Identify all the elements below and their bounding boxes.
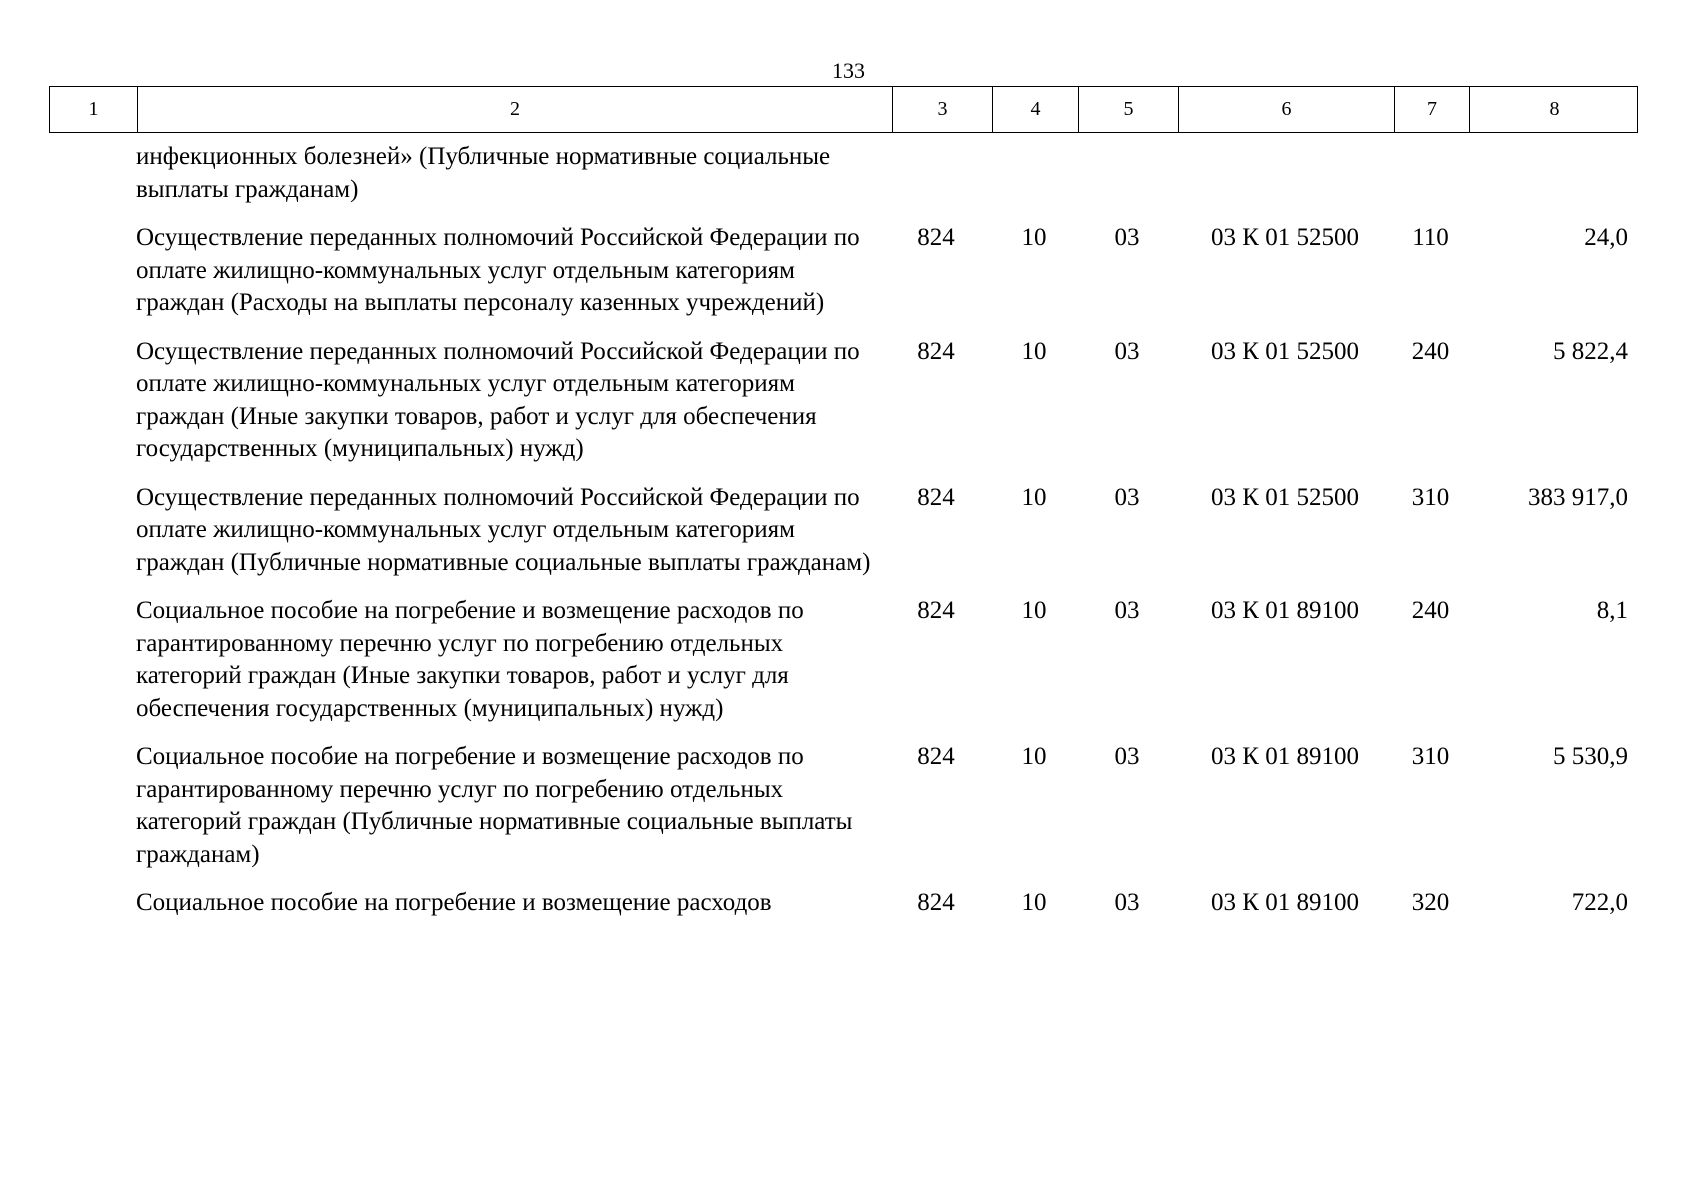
row-col-3: 824 bbox=[917, 597, 955, 624]
row-col-6: 03 К 01 89100 bbox=[1211, 743, 1359, 770]
row-description: Социальное пособие на погребение и возмещение расходов по гарантированному перечню услуг по погребению отдельных категорий граждан (Публичные нормативные социальные выплаты гражданам) bbox=[136, 743, 853, 868]
row-col-4: 10 bbox=[1021, 743, 1047, 770]
table-row bbox=[49, 595, 1638, 725]
row-col-6 bbox=[1177, 141, 1393, 206]
row-col-8 bbox=[1468, 141, 1638, 206]
row-col-3: 824 bbox=[917, 337, 955, 365]
row-description: инфекционных болезней» (Публичные нормативные социальные выплаты гражданам) bbox=[136, 143, 831, 203]
table-row bbox=[49, 336, 1638, 466]
row-col-3: 824 bbox=[917, 889, 955, 916]
column-header-8: 8 bbox=[1469, 87, 1639, 132]
page-number: 133 bbox=[832, 58, 865, 83]
row-description: Социальное пособие на погребение и возмещение расходов bbox=[136, 889, 772, 916]
row-col-5: 03 bbox=[1114, 597, 1140, 624]
column-header-7: 7 bbox=[1394, 87, 1469, 132]
column-header-5: 5 bbox=[1078, 87, 1178, 132]
row-col-7: 310 bbox=[1411, 743, 1450, 770]
row-col-4 bbox=[991, 141, 1077, 206]
row-col-5 bbox=[1077, 141, 1177, 206]
table-row bbox=[49, 741, 1638, 871]
table-row bbox=[49, 222, 1638, 320]
row-col-8: 5 530,9 bbox=[1553, 743, 1628, 770]
row-col-3: 824 bbox=[917, 743, 955, 770]
row-col-4: 10 bbox=[1021, 483, 1047, 511]
column-header-2: 2 bbox=[137, 87, 892, 132]
row-col-5: 03 bbox=[1114, 337, 1140, 365]
row-col-4: 10 bbox=[1021, 889, 1047, 916]
row-col-5: 03 bbox=[1114, 743, 1140, 770]
row-col-8: 5 822,4 bbox=[1553, 337, 1628, 365]
row-col-4: 10 bbox=[1021, 597, 1047, 624]
row-description: Осуществление переданных полномочий Российской Федерации по оплате жилищно-коммунальных услуг отдельным категориям граждан (Расходы на выплаты персоналу казенных учреждений) bbox=[136, 224, 860, 316]
table-row bbox=[49, 482, 1638, 580]
row-col-7: 240 bbox=[1411, 597, 1450, 624]
row-col-6: 03 К 01 52500 bbox=[1211, 337, 1359, 365]
column-header-6: 6 bbox=[1178, 87, 1394, 132]
row-col-6: 03 К 01 89100 bbox=[1211, 889, 1359, 916]
table-body bbox=[49, 141, 1638, 936]
row-col-8: 722,0 bbox=[1571, 889, 1628, 916]
table-row bbox=[49, 141, 1638, 206]
column-header-1: 1 bbox=[88, 98, 99, 120]
row-col-3: 824 bbox=[917, 224, 955, 251]
row-col-3: 824 bbox=[917, 483, 955, 511]
row-col-6: 03 К 01 89100 bbox=[1211, 597, 1359, 624]
row-col-3 bbox=[891, 141, 991, 206]
column-header-4: 4 bbox=[992, 87, 1078, 132]
column-header-row bbox=[49, 86, 1638, 133]
row-description: Социальное пособие на погребение и возмещение расходов по гарантированному перечню услуг по погребению отдельных категорий граждан (Иные закупки товаров, работ и услуг для обеспечения государственных (муниципальных) нужд) bbox=[136, 597, 804, 722]
row-col-7: 310 bbox=[1411, 483, 1450, 511]
row-col-7: 320 bbox=[1411, 889, 1450, 916]
row-col-4: 10 bbox=[1021, 337, 1047, 365]
row-col-7: 110 bbox=[1412, 224, 1449, 251]
row-col-6: 03 К 01 52500 bbox=[1211, 483, 1359, 511]
row-col-8: 8,1 bbox=[1596, 597, 1628, 624]
row-col-8: 383 917,0 bbox=[1528, 483, 1628, 511]
row-col-6: 03 К 01 52500 bbox=[1211, 224, 1359, 251]
row-description: Осуществление переданных полномочий Российской Федерации по оплате жилищно-коммунальных услуг отдельным категориям граждан (Иные закупки товаров, работ и услуг для обеспечения государственных (муниципальных) нужд) bbox=[136, 337, 860, 462]
row-col-4: 10 bbox=[1021, 224, 1047, 251]
row-col-5: 03 bbox=[1114, 889, 1140, 916]
row-description: Осуществление переданных полномочий Российской Федерации по оплате жилищно-коммунальных услуг отдельным категориям граждан (Публичные нормативные социальные выплаты гражданам) bbox=[136, 483, 871, 576]
row-col-7 bbox=[1393, 141, 1468, 206]
row-col-7: 240 bbox=[1411, 337, 1450, 365]
table-row bbox=[49, 887, 1638, 920]
column-header-3: 3 bbox=[892, 87, 992, 132]
row-col-8: 24,0 bbox=[1584, 224, 1628, 251]
row-col-5: 03 bbox=[1114, 224, 1140, 251]
row-col-5: 03 bbox=[1114, 483, 1140, 511]
